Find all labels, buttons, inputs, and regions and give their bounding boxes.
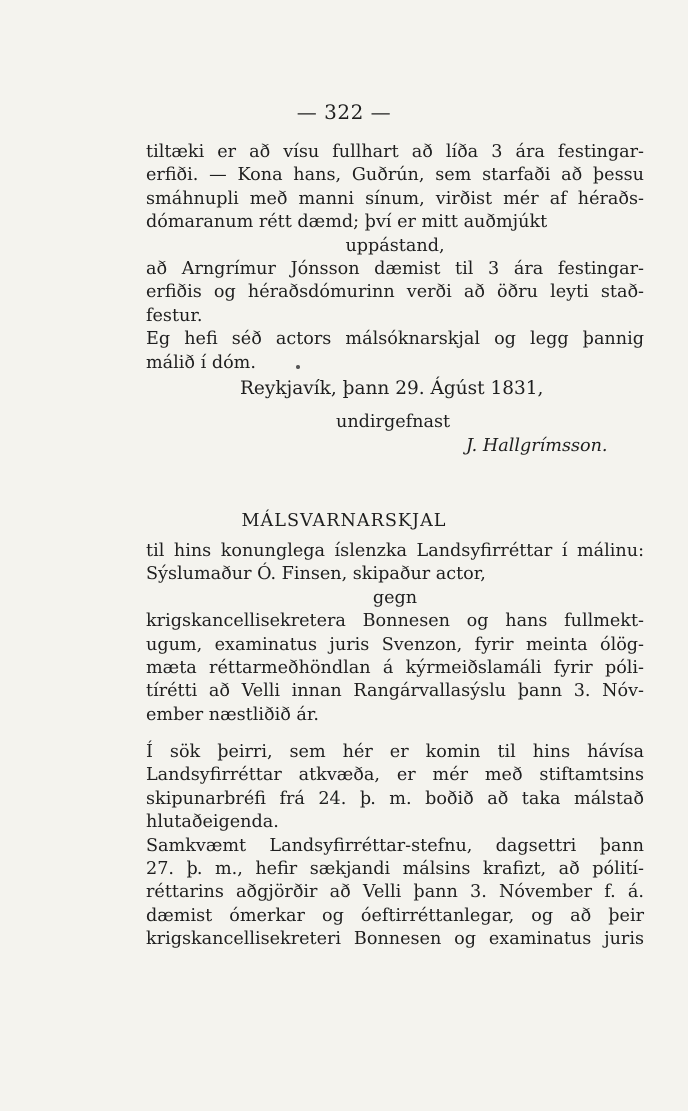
date-line: Reykjavík, þann 29. Ágúst 1831, — [240, 378, 544, 399]
signature: J. Hallgrímsson. — [466, 436, 608, 456]
text-line: tírétti að Velli innan Rangárvallasýslu þann 3. Nóv- — [146, 681, 644, 702]
text-line: Eg hefi séð actors málsóknarskjal og legg þannig — [146, 329, 644, 350]
text-line: uppástand, — [345, 235, 445, 256]
text-line: gegn — [372, 587, 418, 608]
paragraph-verdict — [146, 141, 644, 375]
text-line: smáhnupli með manni sínum, virðist mér af héraðs- — [146, 188, 644, 209]
text-line: Samkvæmt Landsyfirréttar-stefnu, dagsettri þann — [146, 835, 644, 856]
text-line: Sýslumaður Ó. Finsen, skipaður actor, — [146, 564, 486, 585]
paragraph-defence-intro — [146, 540, 644, 727]
text-line: dæmist ómerkar og óeftirréttanlegar, og að þeir — [146, 905, 644, 926]
text-line: festur. — [146, 305, 203, 326]
text-line: ugum, examinatus juris Svenzon, fyrir meinta ólög- — [146, 634, 644, 655]
text-line: erfiðis og héraðsdómurinn verði að öðru leyti stað- — [146, 282, 644, 303]
text-line: erfiði. — Kona hans, Guðrún, sem starfaði að þessu — [146, 165, 644, 186]
text-line: Landsyfirréttar atkvæða, er mér með stiftamtsins — [146, 765, 644, 786]
text-line: að Arngrímur Jónsson dæmist til 3 ára festingar- — [146, 258, 644, 279]
ink-dot — [296, 365, 300, 369]
text-line: krigskancellisekreteri Bonnesen og examinatus juris — [146, 929, 644, 950]
text-line: mæta réttarmeðhöndlan á kýrmeiðslamáli fyrir póli- — [146, 657, 644, 678]
text-line: skipunarbréfi frá 24. þ. m. boðið að taka málstað — [146, 788, 644, 809]
text-line: 27. þ. m., hefir sækjandi málsins krafizt, að pólití- — [146, 858, 644, 879]
text-line: tiltæki er að vísu fullhart að líða 3 ára festingar- — [146, 142, 644, 162]
text-line: dómaranum rétt dæmd; því er mitt auðmjúkt — [146, 212, 548, 233]
signed-line: undirgefnast — [336, 412, 451, 432]
text-line: réttarins aðgjörðir að Velli þann 3. Nóvember f. á. — [146, 882, 644, 903]
text-line: ember næstliðið ár. — [146, 704, 319, 725]
text-line: til hins konunglega íslenzka Landsyfirréttar í málinu: — [146, 541, 644, 561]
text-line: Í sök þeirri, sem hér er komin til hins hávísa — [146, 742, 644, 762]
text-line: hlutaðeigenda. — [146, 812, 279, 833]
text-line: krigskancellisekretera Bonnesen og hans fullmekt- — [146, 611, 644, 632]
section-heading: MÁLSVARNARSKJAL — [241, 511, 447, 531]
text-line: málið í dóm. — [146, 352, 256, 373]
page-number: — 322 — — [296, 100, 392, 124]
paragraph-case — [146, 741, 644, 952]
